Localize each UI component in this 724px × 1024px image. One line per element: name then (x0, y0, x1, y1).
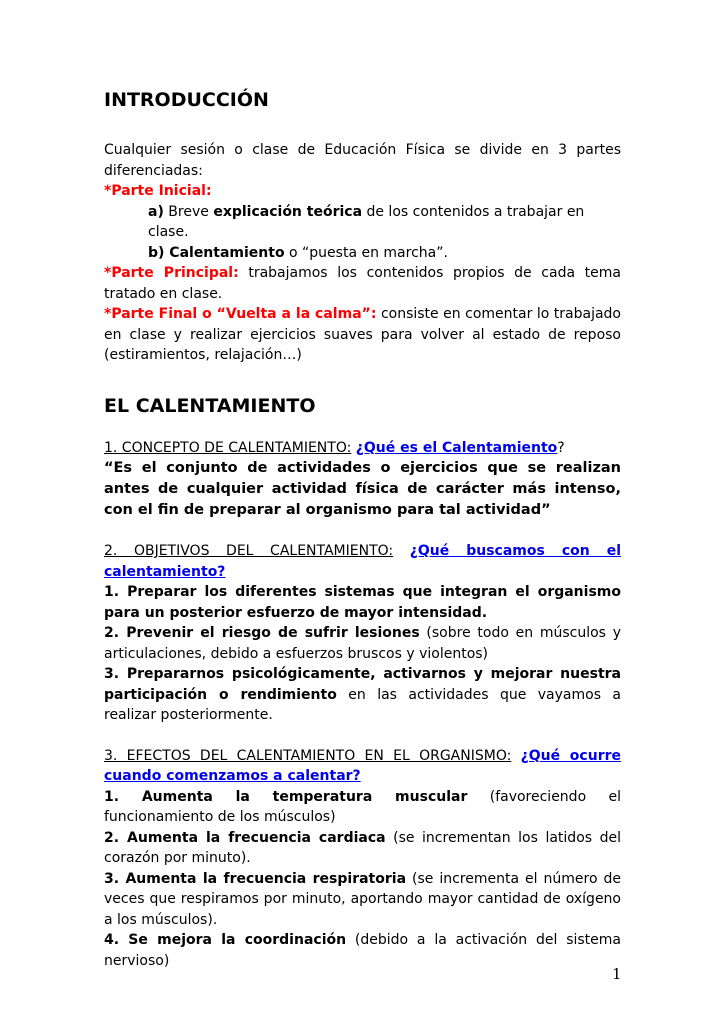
item-a-text2: de los contenidos a trabajar en clase. (148, 203, 585, 240)
s3-item-1 (104, 787, 621, 828)
intro-lead: Cualquier sesión o clase de Educación Física se divide en 3 partes diferenciadas: (104, 142, 621, 179)
section-3 (104, 746, 621, 972)
s2-item-2-text: (sobre todo en músculos y articulaciones, debido a esfuerzos bruscos y violentos) (104, 625, 621, 662)
section-2-heading (104, 541, 621, 582)
intro-title: INTRODUCCIÓN (104, 89, 269, 111)
s2-item-3-text: en las actividades que vayamos a realizar posteriormente. (104, 686, 622, 723)
s2-item-2 (104, 623, 621, 664)
s3-item-2-bold: 2. Aumenta la frecuencia cardiaca (104, 829, 386, 846)
parte-principal-label: *Parte Principal: (104, 265, 239, 281)
s2-link[interactable]: ¿Qué buscamos con el calentamiento? (104, 543, 622, 580)
page-number: 1 (612, 965, 622, 983)
item-b-letter: b) (148, 244, 165, 261)
parte-inicial-label (104, 181, 621, 202)
parte-final (104, 304, 621, 366)
item-b-text: o “puesta en marcha”. (284, 244, 448, 261)
item-b-bold: Calentamiento (164, 244, 285, 261)
s3-item-1-text: (favoreciendo el funcionamiento de los músculos) (104, 788, 621, 825)
s3-item-3-text: (se incrementa el número de veces que respiramos por minuto, aportando mayor cantidad de oxígeno a los músculos). (104, 870, 622, 928)
s1-definition-quote: “Es el conjunto de actividades o ejercicios que se realizan antes de cualquier actividad física de carácter más intenso, con el fin de preparar al organismo para tal actividad” (104, 460, 621, 518)
s3-item-3-bold: 3. Aumenta la frecuencia respiratoria (104, 870, 407, 887)
s3-link[interactable]: ¿Qué ocurre cuando comenzamos a calentar? (104, 747, 621, 784)
s1-link[interactable]: ¿Qué es el Calentamiento (355, 439, 558, 456)
s1-heading-text: 1. CONCEPTO DE CALENTAMIENTO: (104, 439, 352, 456)
section-1-heading (104, 438, 621, 459)
parte-final-text: consiste en comentar lo trabajado en clase y realizar ejercicios suaves para volver al estado de reposo (estiramientos, relajación…) (104, 306, 621, 363)
parte-inicial-text: *Parte Inicial: (104, 183, 212, 199)
s2-item-1: 1. Preparar los diferentes sistemas que integran el organismo para un posterior esfuerzo de mayor intensidad. (104, 584, 621, 621)
item-a-text1: Breve (163, 203, 214, 220)
s2-heading-text: 2. OBJETIVOS DEL CALENTAMIENTO: (104, 543, 394, 559)
calentamiento-title: EL CALENTAMIENTO (104, 394, 316, 417)
item-a-letter: a) (148, 203, 164, 220)
s2-item-3-bold: 3. Prepararnos psicológicamente, activarnos y mejorar nuestra participación o rendimiento (104, 666, 621, 703)
item-a-bold: explicación teórica (213, 203, 363, 220)
s3-item-2 (104, 828, 621, 869)
item-a (104, 202, 621, 243)
parte-principal (104, 263, 621, 304)
s3-item-4-text: (debido a la activación del sistema nervioso) (104, 932, 622, 969)
s2-item-3 (104, 664, 621, 726)
section-2 (104, 541, 621, 726)
parte-principal-text: trabajamos los contenidos propios de cada tema tratado en clase. (104, 265, 621, 302)
s2-item-2-bold: 2. Prevenir el riesgo de sufrir lesiones (104, 625, 420, 641)
s3-item-4-bold: 4. Se mejora la coordinación (104, 932, 347, 948)
s3-item-2-text: (se incrementan los latidos del corazón por minuto). (104, 829, 621, 866)
s3-item-3 (104, 869, 621, 931)
item-b (104, 243, 621, 264)
s3-item-1-bold: 1. Aumenta la temperatura muscular (104, 788, 468, 805)
s3-item-4 (104, 930, 621, 971)
page-content (104, 86, 621, 971)
s3-heading-text: 3. EFECTOS DEL CALENTAMIENTO EN EL ORGANISMO: (104, 747, 512, 764)
section-3-heading (104, 746, 621, 787)
parte-final-label: *Parte Final o “Vuelta a la calma”: (104, 306, 377, 322)
s1-qmark: ? (557, 439, 565, 456)
